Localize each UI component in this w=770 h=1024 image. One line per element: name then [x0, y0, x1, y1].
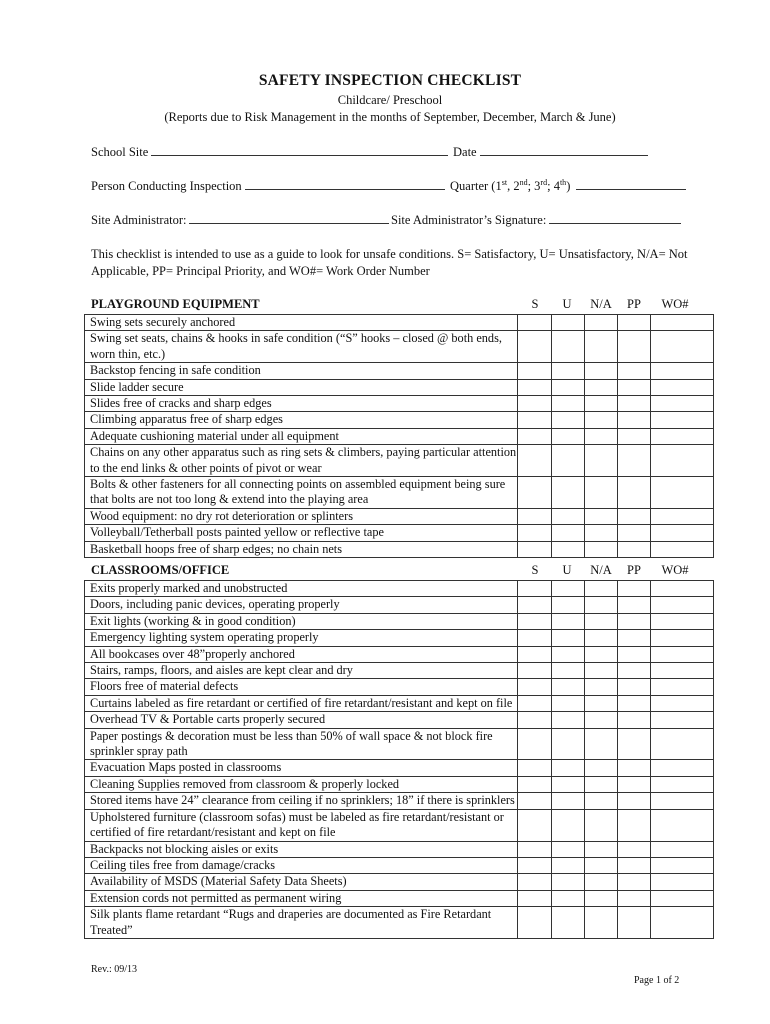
checkbox-cell-s[interactable]: [518, 890, 552, 906]
checkbox-cell-pp[interactable]: [618, 428, 651, 444]
checkbox-cell-wo[interactable]: [651, 581, 714, 597]
checkbox-cell-s[interactable]: [518, 760, 552, 776]
checklist-item-label: Paper postings & decoration must be less than 50% of wall space & not block fire sprinkler spray path: [85, 728, 518, 760]
checkbox-cell-wo[interactable]: [651, 630, 714, 646]
checkbox-cell-wo[interactable]: [651, 597, 714, 613]
person-conducting-label: Person Conducting Inspection: [91, 179, 242, 193]
table-row: [85, 525, 714, 541]
site-administrator-label: Site Administrator:: [91, 213, 187, 227]
checkbox-cell-u[interactable]: [552, 363, 585, 379]
checkbox-cell-wo[interactable]: [651, 809, 714, 841]
col-header-wo-2: WO#: [661, 563, 689, 577]
checkbox-cell-u[interactable]: [552, 760, 585, 776]
checkbox-cell-pp[interactable]: [618, 841, 651, 857]
checklist-item-label: Ceiling tiles free from damage/cracks: [85, 857, 518, 873]
checkbox-cell-s[interactable]: [518, 412, 552, 428]
table-row: [85, 331, 714, 363]
table-row: [85, 679, 714, 695]
checkbox-cell-pp[interactable]: [618, 793, 651, 809]
table-row: [85, 646, 714, 662]
checklist-item-label: Bolts & other fasteners for all connecting points on assembled equipment being sure that bolts are not too long & extend into the playing area: [85, 477, 518, 509]
checkbox-cell-s[interactable]: [518, 857, 552, 873]
checkbox-cell-wo[interactable]: [651, 445, 714, 477]
playground-table: [84, 314, 714, 558]
table-row: [85, 793, 714, 809]
checkbox-cell-wo[interactable]: [651, 857, 714, 873]
checkbox-cell-s[interactable]: [518, 541, 552, 557]
table-row: [85, 907, 714, 939]
checkbox-cell-pp[interactable]: [618, 630, 651, 646]
checkbox-cell-wo[interactable]: [651, 315, 714, 331]
table-row: [85, 728, 714, 760]
checkbox-cell-pp[interactable]: [618, 525, 651, 541]
checkbox-cell-pp[interactable]: [618, 874, 651, 890]
checkbox-cell-wo[interactable]: [651, 679, 714, 695]
playground-section-title: PLAYGROUND EQUIPMENT: [91, 297, 260, 311]
table-row: [85, 613, 714, 629]
col-header-s: S: [531, 297, 539, 311]
checkbox-cell-pp[interactable]: [618, 712, 651, 728]
checkbox-cell-pp[interactable]: [618, 412, 651, 428]
checkbox-cell-s[interactable]: [518, 508, 552, 524]
checkbox-cell-wo[interactable]: [651, 477, 714, 509]
checkbox-cell-wo[interactable]: [651, 396, 714, 412]
table-row: [85, 396, 714, 412]
checkbox-cell-wo[interactable]: [651, 428, 714, 444]
quarter-field: [450, 178, 686, 194]
checklist-item-label: Slide ladder secure: [85, 379, 518, 395]
site-admin-signature-label: Site Administrator’s Signature:: [391, 213, 547, 227]
checkbox-cell-pp[interactable]: [618, 663, 651, 679]
checkbox-cell-u[interactable]: [552, 412, 585, 428]
checkbox-cell-u[interactable]: [552, 793, 585, 809]
checkbox-cell-na[interactable]: [585, 809, 618, 841]
page-number: Page 1 of 2: [634, 975, 680, 986]
checkbox-cell-s[interactable]: [518, 646, 552, 662]
checkbox-cell-u[interactable]: [552, 331, 585, 363]
checklist-item-label: Silk plants flame retardant “Rugs and draperies are documented as Fire Retardant Treated”: [85, 907, 518, 939]
checkbox-cell-u[interactable]: [552, 508, 585, 524]
checkbox-cell-pp[interactable]: [618, 597, 651, 613]
checkbox-cell-s[interactable]: [518, 907, 552, 939]
checkbox-cell-wo[interactable]: [651, 541, 714, 557]
checkbox-cell-s[interactable]: [518, 525, 552, 541]
checkbox-cell-u[interactable]: [552, 646, 585, 662]
checkbox-cell-u[interactable]: [552, 445, 585, 477]
checkbox-cell-u[interactable]: [552, 630, 585, 646]
checkbox-cell-u[interactable]: [552, 857, 585, 873]
checkbox-cell-pp[interactable]: [618, 396, 651, 412]
checkbox-cell-s[interactable]: [518, 841, 552, 857]
checklist-item-label: Floors free of material defects: [85, 679, 518, 695]
checkbox-cell-na[interactable]: [585, 428, 618, 444]
checkbox-cell-s[interactable]: [518, 445, 552, 477]
checklist-item-label: Exits properly marked and unobstructed: [85, 581, 518, 597]
checkbox-cell-wo[interactable]: [651, 728, 714, 760]
checkbox-cell-u[interactable]: [552, 597, 585, 613]
checkbox-cell-wo[interactable]: [651, 793, 714, 809]
checkbox-cell-u[interactable]: [552, 776, 585, 792]
checkbox-cell-u[interactable]: [552, 396, 585, 412]
checkbox-cell-na[interactable]: [585, 396, 618, 412]
checkbox-cell-u[interactable]: [552, 428, 585, 444]
col-header-wo: WO#: [661, 297, 689, 311]
checkbox-cell-na[interactable]: [585, 445, 618, 477]
checkbox-cell-s[interactable]: [518, 379, 552, 395]
checkbox-cell-s[interactable]: [518, 793, 552, 809]
checkbox-cell-na[interactable]: [585, 646, 618, 662]
checkbox-cell-na[interactable]: [585, 613, 618, 629]
checkbox-cell-s[interactable]: [518, 363, 552, 379]
table-row: [85, 809, 714, 841]
checkbox-cell-wo[interactable]: [651, 613, 714, 629]
table-row: [85, 695, 714, 711]
checkbox-cell-wo[interactable]: [651, 712, 714, 728]
checkbox-cell-na[interactable]: [585, 679, 618, 695]
col-header-pp-2: PP: [627, 563, 641, 577]
table-row: [85, 363, 714, 379]
checkbox-cell-wo[interactable]: [651, 907, 714, 939]
checkbox-cell-na[interactable]: [585, 363, 618, 379]
checkbox-cell-u[interactable]: [552, 663, 585, 679]
checkbox-cell-wo[interactable]: [651, 525, 714, 541]
checklist-item-label: Swing set seats, chains & hooks in safe condition (“S” hooks – closed @ both ends, worn thin, etc.): [85, 331, 518, 363]
classrooms-section-title: CLASSROOMS/OFFICE: [91, 563, 230, 577]
checklist-item-label: Wood equipment: no dry rot deterioration or splinters: [85, 508, 518, 524]
table-row: [85, 776, 714, 792]
checklist-item-label: Volleyball/Tetherball posts painted yellow or reflective tape: [85, 525, 518, 541]
site-admin-signature-line[interactable]: [549, 212, 681, 224]
checkbox-cell-s[interactable]: [518, 695, 552, 711]
person-conducting-field: [91, 178, 445, 194]
checkbox-cell-u[interactable]: [552, 477, 585, 509]
table-row: [85, 874, 714, 890]
checkbox-cell-u[interactable]: [552, 581, 585, 597]
school-site-field: [91, 144, 448, 160]
checkbox-cell-wo[interactable]: [651, 760, 714, 776]
checkbox-cell-pp[interactable]: [618, 379, 651, 395]
checkbox-cell-na[interactable]: [585, 541, 618, 557]
checkbox-cell-u[interactable]: [552, 525, 585, 541]
checkbox-cell-u[interactable]: [552, 679, 585, 695]
checkbox-cell-wo[interactable]: [651, 695, 714, 711]
checkbox-cell-pp[interactable]: [618, 541, 651, 557]
checkbox-cell-wo[interactable]: [651, 890, 714, 906]
table-row: [85, 857, 714, 873]
checkbox-cell-s[interactable]: [518, 776, 552, 792]
table-row: [85, 712, 714, 728]
checkbox-cell-s[interactable]: [518, 874, 552, 890]
person-conducting-line[interactable]: [245, 178, 445, 190]
checkbox-cell-wo[interactable]: [651, 379, 714, 395]
checklist-item-label: Stored items have 24” clearance from ceiling if no sprinklers; 18” if there is sprinklers: [85, 793, 518, 809]
checkbox-cell-pp[interactable]: [618, 890, 651, 906]
checklist-item-label: Availability of MSDS (Material Safety Data Sheets): [85, 874, 518, 890]
checkbox-cell-u[interactable]: [552, 315, 585, 331]
table-row: [85, 379, 714, 395]
table-row: [85, 597, 714, 613]
checkbox-cell-na[interactable]: [585, 695, 618, 711]
checkbox-cell-u[interactable]: [552, 712, 585, 728]
table-row: [85, 445, 714, 477]
table-row: [85, 630, 714, 646]
checkbox-cell-pp[interactable]: [618, 363, 651, 379]
checkbox-cell-na[interactable]: [585, 663, 618, 679]
checkbox-cell-na[interactable]: [585, 728, 618, 760]
checkbox-cell-na[interactable]: [585, 841, 618, 857]
checkbox-cell-u[interactable]: [552, 379, 585, 395]
col-header-s-2: S: [531, 563, 539, 577]
checkbox-cell-u[interactable]: [552, 541, 585, 557]
table-row: [85, 581, 714, 597]
checkbox-cell-na[interactable]: [585, 890, 618, 906]
table-row: [85, 841, 714, 857]
checkbox-cell-pp[interactable]: [618, 809, 651, 841]
checkbox-cell-pp[interactable]: [618, 907, 651, 939]
checkbox-cell-s[interactable]: [518, 396, 552, 412]
col-header-u-2: U: [562, 563, 572, 577]
checkbox-cell-na[interactable]: [585, 630, 618, 646]
checkbox-cell-na[interactable]: [585, 581, 618, 597]
checkbox-cell-wo[interactable]: [651, 663, 714, 679]
table-row: [85, 541, 714, 557]
checkbox-cell-wo[interactable]: [651, 363, 714, 379]
page-title: SAFETY INSPECTION CHECKLIST: [258, 72, 522, 89]
checklist-item-label: All bookcases over 48”properly anchored: [85, 646, 518, 662]
checkbox-cell-na[interactable]: [585, 315, 618, 331]
checkbox-cell-pp[interactable]: [618, 857, 651, 873]
reports-note: (Reports due to Risk Management in the months of September, December, March & June): [164, 110, 616, 124]
table-row: [85, 412, 714, 428]
checkbox-cell-pp[interactable]: [618, 315, 651, 331]
checkbox-cell-u[interactable]: [552, 907, 585, 939]
date-line[interactable]: [480, 144, 648, 156]
col-header-na-2: N/A: [590, 563, 612, 577]
checkbox-cell-u[interactable]: [552, 695, 585, 711]
checkbox-cell-wo[interactable]: [651, 412, 714, 428]
quarter-line[interactable]: [576, 178, 686, 190]
checkbox-cell-wo[interactable]: [651, 776, 714, 792]
col-header-pp: PP: [627, 297, 641, 311]
checklist-item-label: Backpacks not blocking aisles or exits: [85, 841, 518, 857]
checkbox-cell-u[interactable]: [552, 728, 585, 760]
checkbox-cell-na[interactable]: [585, 379, 618, 395]
checklist-item-label: Climbing apparatus free of sharp edges: [85, 412, 518, 428]
checkbox-cell-na[interactable]: [585, 477, 618, 509]
checklist-item-label: Evacuation Maps posted in classrooms: [85, 760, 518, 776]
checkbox-cell-pp[interactable]: [618, 695, 651, 711]
school-site-label: School Site: [91, 145, 149, 159]
site-administrator-field: [91, 212, 389, 228]
checkbox-cell-na[interactable]: [585, 793, 618, 809]
checklist-item-label: Stairs, ramps, floors, and aisles are kept clear and dry: [85, 663, 518, 679]
checkbox-cell-s[interactable]: [518, 630, 552, 646]
checklist-item-label: Cleaning Supplies removed from classroom & properly locked: [85, 776, 518, 792]
checkbox-cell-na[interactable]: [585, 907, 618, 939]
school-site-line[interactable]: [151, 144, 448, 156]
checkbox-cell-s[interactable]: [518, 428, 552, 444]
col-header-u: U: [562, 297, 572, 311]
table-row: [85, 477, 714, 509]
site-admin-signature-field: [391, 212, 681, 228]
checkbox-cell-wo[interactable]: [651, 331, 714, 363]
checklist-item-label: Slides free of cracks and sharp edges: [85, 396, 518, 412]
checkbox-cell-na[interactable]: [585, 874, 618, 890]
table-row: [85, 760, 714, 776]
checklist-item-label: Backstop fencing in safe condition: [85, 363, 518, 379]
table-row: [85, 663, 714, 679]
date-label: Date: [453, 145, 477, 159]
checkbox-cell-na[interactable]: [585, 597, 618, 613]
checkbox-cell-na[interactable]: [585, 508, 618, 524]
checkbox-cell-s[interactable]: [518, 597, 552, 613]
col-header-na: N/A: [590, 297, 612, 311]
classrooms-table: [84, 580, 714, 939]
checkbox-cell-pp[interactable]: [618, 581, 651, 597]
checkbox-cell-pp[interactable]: [618, 445, 651, 477]
checklist-item-label: Emergency lighting system operating properly: [85, 630, 518, 646]
checkbox-cell-s[interactable]: [518, 613, 552, 629]
checkbox-cell-s[interactable]: [518, 809, 552, 841]
checkbox-cell-s[interactable]: [518, 663, 552, 679]
table-row: [85, 890, 714, 906]
table-row: [85, 315, 714, 331]
checkbox-cell-pp[interactable]: [618, 776, 651, 792]
checkbox-cell-wo[interactable]: [651, 646, 714, 662]
checkbox-cell-s[interactable]: [518, 728, 552, 760]
checkbox-cell-s[interactable]: [518, 581, 552, 597]
checkbox-cell-pp[interactable]: [618, 477, 651, 509]
checkbox-cell-na[interactable]: [585, 525, 618, 541]
site-administrator-line[interactable]: [189, 212, 389, 224]
checkbox-cell-pp[interactable]: [618, 760, 651, 776]
checkbox-cell-na[interactable]: [585, 776, 618, 792]
checklist-item-label: Swing sets securely anchored: [85, 315, 518, 331]
checkbox-cell-pp[interactable]: [618, 331, 651, 363]
checkbox-cell-pp[interactable]: [618, 679, 651, 695]
instructions-text: This checklist is intended to use as a guide to look for unsafe conditions. S= Satisfactory, U= Unsatisfactory, N/A= Not Applicable, PP= Principal Priority, and WO#= Work Order Number: [91, 247, 688, 278]
checkbox-cell-na[interactable]: [585, 412, 618, 428]
checkbox-cell-pp[interactable]: [618, 613, 651, 629]
checkbox-cell-s[interactable]: [518, 331, 552, 363]
checkbox-cell-pp[interactable]: [618, 508, 651, 524]
checkbox-cell-s[interactable]: [518, 315, 552, 331]
checklist-item-label: Extension cords not permitted as permanent wiring: [85, 890, 518, 906]
checkbox-cell-u[interactable]: [552, 874, 585, 890]
table-row: [85, 508, 714, 524]
page-subtitle: Childcare/ Preschool: [337, 93, 443, 107]
checklist-item-label: Exit lights (working & in good condition): [85, 613, 518, 629]
checkbox-cell-wo[interactable]: [651, 508, 714, 524]
checkbox-cell-pp[interactable]: [618, 646, 651, 662]
checkbox-cell-wo[interactable]: [651, 874, 714, 890]
checkbox-cell-na[interactable]: [585, 857, 618, 873]
checkbox-cell-na[interactable]: [585, 760, 618, 776]
checkbox-cell-u[interactable]: [552, 809, 585, 841]
checkbox-cell-s[interactable]: [518, 712, 552, 728]
checklist-item-label: Overhead TV & Portable carts properly secured: [85, 712, 518, 728]
table-row: [85, 428, 714, 444]
checkbox-cell-s[interactable]: [518, 679, 552, 695]
checkbox-cell-u[interactable]: [552, 613, 585, 629]
checklist-item-label: Upholstered furniture (classroom sofas) must be labeled as fire retardant/resistant or certified of fire retardant/resistant and kept on file: [85, 809, 518, 841]
checkbox-cell-na[interactable]: [585, 331, 618, 363]
date-field: [453, 144, 648, 160]
checklist-item-label: Curtains labeled as fire retardant or certified of fire retardant/resistant and kept on file: [85, 695, 518, 711]
checklist-item-label: Chains on any other apparatus such as ring sets & climbers, paying particular attention to the end links & other points of pivot or wear: [85, 445, 518, 477]
checkbox-cell-na[interactable]: [585, 712, 618, 728]
revision-label: Rev.: 09/13: [91, 964, 138, 975]
checkbox-cell-wo[interactable]: [651, 841, 714, 857]
checkbox-cell-pp[interactable]: [618, 728, 651, 760]
checkbox-cell-s[interactable]: [518, 477, 552, 509]
checklist-item-label: Doors, including panic devices, operating properly: [85, 597, 518, 613]
checkbox-cell-u[interactable]: [552, 841, 585, 857]
checklist-item-label: Basketball hoops free of sharp edges; no chain nets: [85, 541, 518, 557]
checklist-item-label: Adequate cushioning material under all equipment: [85, 428, 518, 444]
checkbox-cell-u[interactable]: [552, 890, 585, 906]
quarter-label: Quarter (1st, 2nd; 3rd; 4th): [450, 178, 571, 194]
